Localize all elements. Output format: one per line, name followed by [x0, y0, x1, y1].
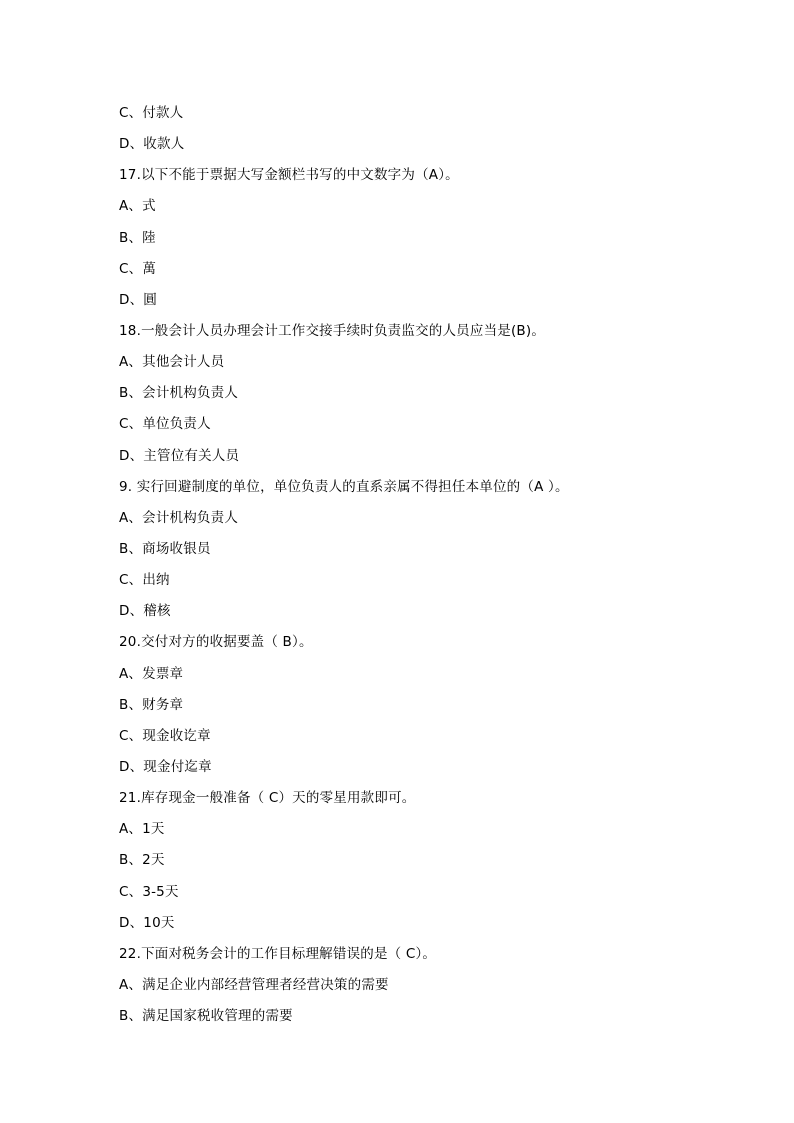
text-line: D、10天	[119, 914, 175, 931]
text-line: A、会计机构负责人	[119, 509, 239, 526]
text-line: A、1天	[119, 821, 165, 838]
text-line: A、其他会计人员	[119, 354, 225, 371]
text-line: D、稽核	[119, 603, 171, 620]
question-list	[119, 101, 759, 1035]
text-line: D、收款人	[119, 136, 185, 153]
text-line: D、圓	[119, 291, 157, 308]
question-21: 21.库存现金一般准备（ C）天的零星用款即可。	[119, 790, 416, 807]
text-line: C、现金收讫章	[119, 727, 211, 744]
question-19: 9. 实行回避制度的单位，单位负责人的直系亲属不得担任本单位的（A ）。	[119, 478, 569, 495]
question-22: 22.下面对税务会计的工作目标理解错误的是（ C）。	[119, 945, 437, 962]
question-17: 17.以下不能于票据大写金额栏书写的中文数字为（A）。	[119, 167, 459, 184]
text-line: D、现金付迄章	[119, 758, 212, 775]
text-line: C、萬	[119, 260, 157, 277]
text-line: A、满足企业内部经营管理者经营决策的需要	[119, 976, 389, 993]
text-line: C、付款人	[119, 105, 184, 121]
text-line: B、满足国家税收管理的需要	[119, 1008, 293, 1025]
text-line: A、式	[119, 198, 156, 215]
text-line: C、3-5天	[119, 883, 179, 900]
question-20: 20.交付对方的收据要盖（ B）。	[119, 634, 313, 651]
text-line: B、陸	[119, 229, 156, 246]
text-line: B、商场收银员	[119, 540, 211, 557]
text-line: D、主管位有关人员	[119, 447, 240, 464]
text-line: C、单位负责人	[119, 416, 211, 433]
text-line: A、发票章	[119, 665, 184, 682]
text-line: C、出纳	[119, 572, 170, 589]
question-18: 18.一般会计人员办理会计工作交接手续时负责监交的人员应当是(B)。	[119, 322, 546, 339]
text-line: B、2天	[119, 852, 165, 869]
text-line: B、财务章	[119, 696, 184, 713]
text-line: B、会计机构负责人	[119, 385, 239, 402]
